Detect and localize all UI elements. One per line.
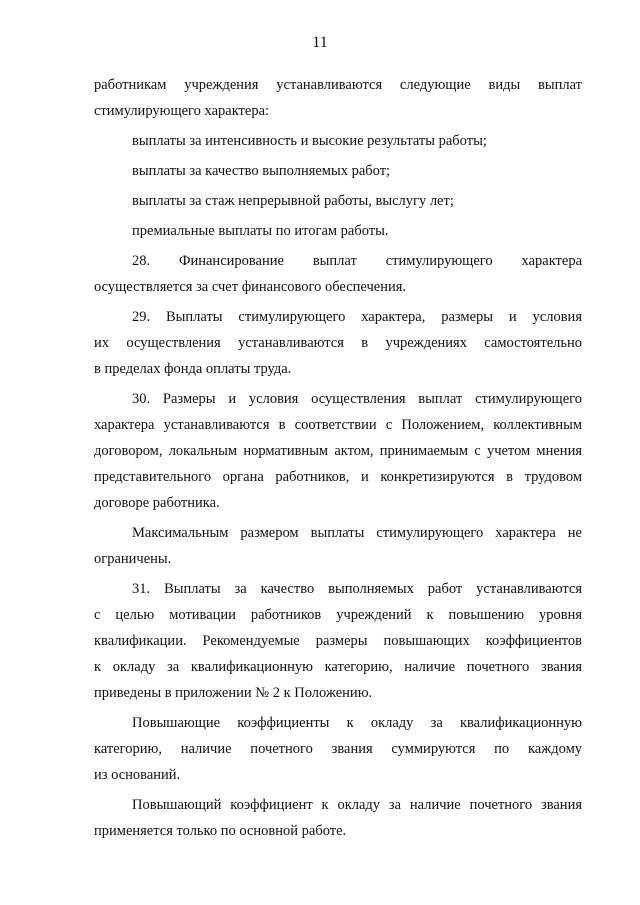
text-line: договором, локальным нормативным актом, принимаемым с учетом мнения [94, 443, 582, 459]
text-line: категорию, наличие почетного звания суммируются по каждому [94, 741, 582, 757]
text-line: из оснований. [94, 767, 181, 783]
text-line: выплаты за интенсивность и высокие результаты работы; [132, 133, 487, 149]
page-number: 11 [312, 34, 328, 51]
text-line: в пределах фонда оплаты труда. [94, 361, 292, 377]
text-line: 30. Размеры и условия осуществления выплат стимулирующего [132, 391, 582, 407]
text-line: Максимальным размером выплаты стимулирующего характера не [132, 525, 582, 541]
text-line: 28. Финансирование выплат стимулирующего характера [132, 253, 582, 269]
text-line: приведены в приложении № 2 к Положению. [94, 685, 373, 701]
text-line: квалификации. Рекомендуемые размеры повышающих коэффициентов [94, 633, 582, 649]
text-line: представительного органа работников, и конкретизируются в трудовом [94, 469, 582, 485]
text-line: характера устанавливаются в соответствии с Положением, коллективным [94, 417, 582, 433]
text-line: выплаты за качество выполняемых работ; [132, 163, 391, 179]
text-line: выплаты за стаж непрерывной работы, выслугу лет; [132, 193, 454, 209]
text-line: применяется только по основной работе. [94, 823, 347, 839]
text-line: работникам учреждения устанавливаются следующие виды выплат [94, 77, 582, 93]
text-line: их осуществления устанавливаются в учреждениях самостоятельно [94, 335, 582, 351]
text-line: премиальные выплаты по итогам работы. [132, 223, 389, 239]
text-line: к окладу за квалификационную категорию, наличие почетного звания [94, 659, 582, 675]
text-line: договоре работника. [94, 495, 220, 511]
text-line: осуществляется за счет финансового обеспечения. [94, 279, 407, 295]
text-line: стимулирующего характера: [94, 103, 270, 119]
text-line: с целью мотивации работников учреждений к повышению уровня [94, 607, 582, 623]
text-line: ограничены. [94, 551, 172, 567]
text-line: 31. Выплаты за качество выполняемых работ устанавливаются [132, 581, 582, 597]
text-line: Повышающий коэффициент к окладу за наличие почетного звания [132, 797, 582, 813]
text-line: Повышающие коэффициенты к окладу за квалификационную [132, 715, 582, 731]
text-line: 29. Выплаты стимулирующего характера, размеры и условия [132, 309, 582, 325]
document-body [94, 72, 582, 844]
